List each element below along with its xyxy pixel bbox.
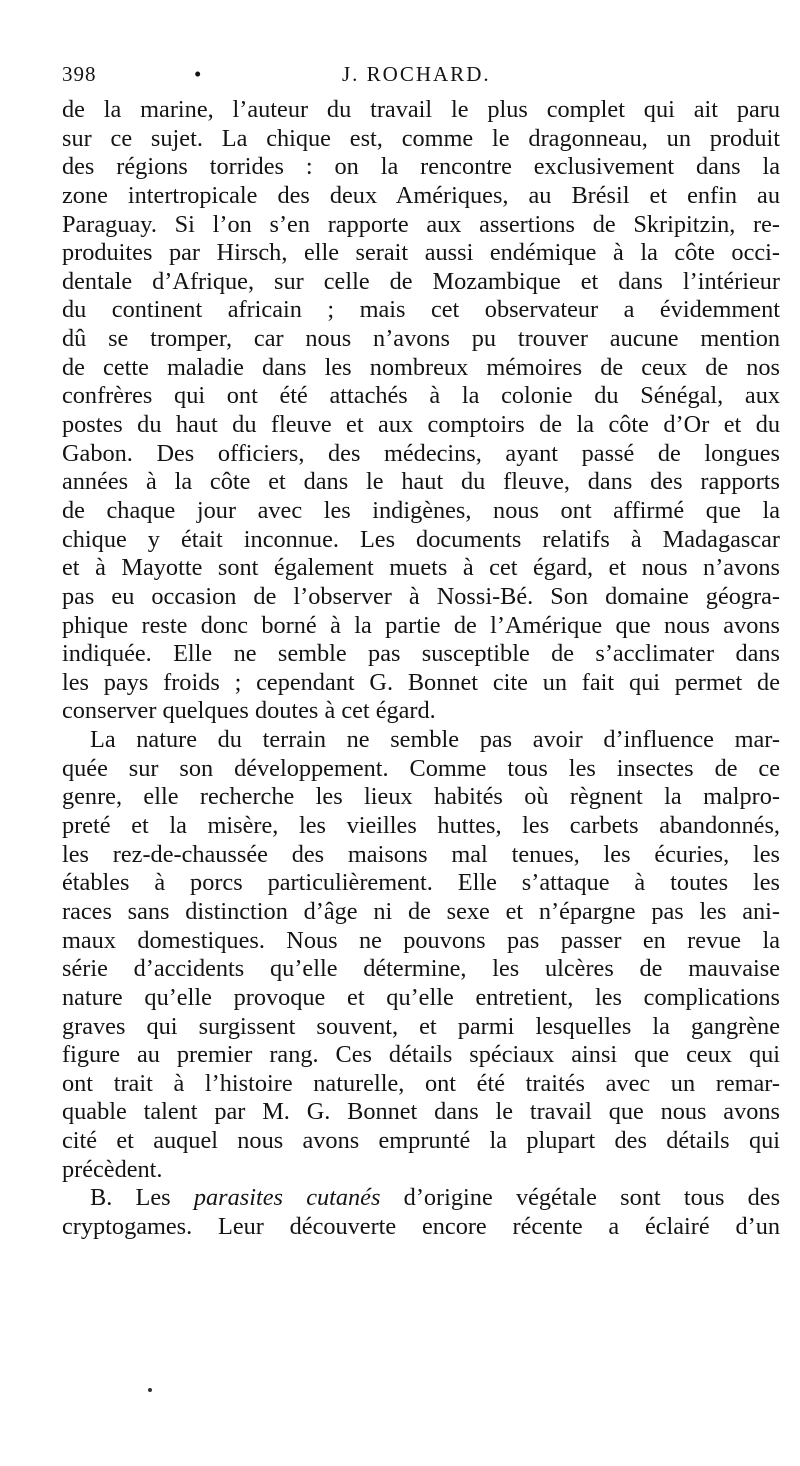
text-line: genre, elle recherche les lieux habités où règnent la malpro-: [62, 783, 780, 811]
text-line: nature qu’elle provoque et qu’elle entretient, les complications: [62, 983, 780, 1011]
section-b-label: B. Les: [90, 1184, 171, 1212]
text-line: et à Mayotte sont également muets à cet égard, et nous n’avons: [62, 554, 780, 582]
page-number: 398: [62, 62, 97, 86]
text-line: preté et la misère, les vieilles huttes, les carbets abandonnés,: [62, 812, 780, 840]
section-b-rest: d’origine végétale sont tous des: [403, 1184, 781, 1212]
text-line: série d’accidents qu’elle détermine, les ulcères de mauvaise: [62, 955, 780, 983]
text-line: ont trait à l’histoire naturelle, ont été traités avec un remar-: [62, 1069, 780, 1097]
text-line: dû se tromper, car nous n’avons pu trouver aucune mention: [62, 325, 780, 353]
paragraph-end-line: conserver quelques doutes à cet égard.: [62, 697, 436, 725]
stray-print-mark: [148, 1388, 152, 1392]
text-line: quée sur son développement. Comme tous les insectes de ce: [62, 754, 780, 782]
text-line: de la marine, l’auteur du travail le plus complet qui ait paru: [62, 96, 780, 123]
text-line: graves qui surgissent souvent, et parmi lesquelles la gangrène: [62, 1012, 780, 1040]
text-line: dentale d’Afrique, sur celle de Mozambique et dans l’intérieur: [62, 267, 780, 295]
text-line: figure au premier rang. Ces détails spéciaux ainsi que ceux qui: [62, 1041, 780, 1069]
text-line: indiquée. Elle ne semble pas susceptible de s’acclimater dans: [62, 640, 780, 668]
running-head: [62, 62, 780, 96]
text-line: quable talent par M. G. Bonnet dans le travail que nous avons: [62, 1098, 780, 1126]
text-line: maux domestiques. Nous ne pouvons pas passer en revue la: [62, 926, 780, 954]
text-line: chique y était inconnue. Les documents relatifs à Madagascar: [62, 525, 780, 553]
text-line: cité et auquel nous avons emprunté la plupart des détails qui: [62, 1127, 780, 1155]
text-line: étables à porcs particulièrement. Elle s’attaque à toutes les: [62, 869, 780, 897]
header-bullet: •: [194, 62, 203, 86]
text-line: les rez-de-chaussée des maisons mal tenues, les écuries, les: [62, 840, 780, 868]
text-line: cryptogames. Leur découverte encore récente a éclairé d’un: [62, 1212, 780, 1240]
text-line: zone intertropicale des deux Amériques, au Brésil et enfin au: [62, 181, 780, 209]
text-line: Gabon. Des officiers, des médecins, ayant passé de longues: [62, 439, 780, 467]
text-line: de chaque jour avec les indigènes, nous ont affirmé que la: [62, 496, 780, 524]
text-line: produites par Hirsch, elle serait aussi endémique à la côte occi-: [62, 239, 780, 267]
text-line: Paraguay. Si l’on s’en rapporte aux assertions de Skripitzin, re-: [62, 210, 780, 238]
text-line: races sans distinction d’âge ni de sexe et n’épargne pas les ani-: [62, 897, 780, 925]
text-line: confrères qui ont été attachés à la colonie du Sénégal, aux: [62, 382, 780, 410]
text-line: pas eu occasion de l’observer à Nossi-Bé. Son domaine géogra-: [62, 582, 780, 610]
paragraph-end-line: précèdent.: [62, 1155, 163, 1183]
paragraph-start-line: La nature du terrain ne semble pas avoir d’influence mar-: [90, 726, 780, 754]
text-line: sur ce sujet. La chique est, comme le dragonneau, un produit: [62, 124, 780, 152]
section-b-start-line: [62, 1184, 780, 1213]
running-head-author: J. ROCHARD.: [342, 62, 491, 86]
text-line: de cette maladie dans les nombreux mémoires de ceux de nos: [62, 353, 780, 381]
text-line: phique reste donc borné à la partie de l’Amérique que nous avons: [62, 611, 780, 639]
body-text: [62, 96, 780, 1242]
text-line: du continent africain ; mais cet observateur a évidemment: [62, 296, 780, 324]
book-page: [62, 62, 780, 1242]
section-b-italic-term: parasites cutanés: [193, 1184, 381, 1212]
text-line: postes du haut du fleuve et aux comptoirs de la côte d’Or et du: [62, 411, 780, 439]
text-line: les pays froids ; cependant G. Bonnet cite un fait qui permet de: [62, 668, 780, 696]
text-line: années à la côte et dans le haut du fleuve, dans des rapports: [62, 468, 780, 496]
text-line: des régions torrides : on la rencontre exclusivement dans la: [62, 153, 780, 181]
